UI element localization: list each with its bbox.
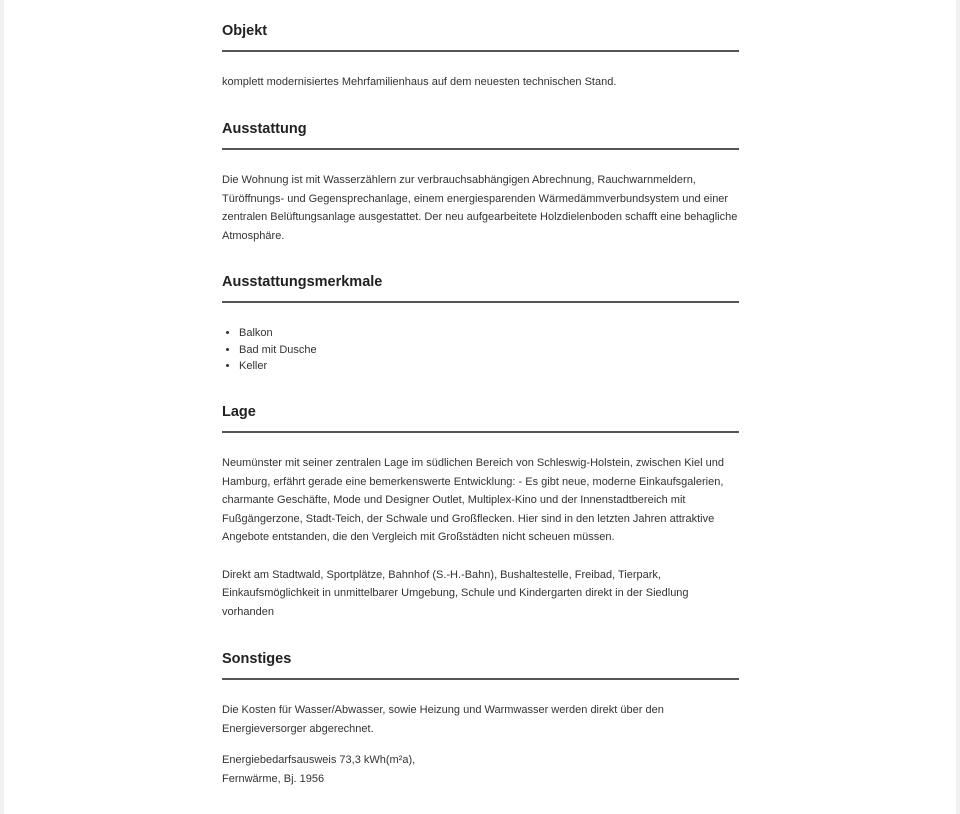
section-title-objekt: Objekt (222, 22, 739, 52)
section-title-sonstiges: Sonstiges (222, 650, 739, 680)
section-sonstiges (222, 650, 739, 788)
list-item: • Keller (239, 358, 739, 375)
energy-certificate-line: Energiebedarfsausweis 73,3 kWh(m²a), (222, 754, 416, 766)
section-title-ausstattung: Ausstattung (222, 120, 739, 150)
section-title-ausstattungsmerkmale: Ausstattungsmerkmale (222, 273, 739, 303)
heating-year-line: Fernwärme, Bj. 1956 (222, 772, 325, 785)
energy-info (222, 751, 739, 788)
page (4, 0, 956, 814)
list-item: • Balkon (239, 325, 739, 342)
section-lage (222, 403, 739, 621)
section-ausstattung (222, 120, 739, 245)
objekt-text: komplett modernisiertes Mehrfamilienhaus auf dem neuesten technischen Stand. (222, 76, 617, 88)
ausstattung-text: Die Wohnung ist mit Wasserzählern zur verbrauchsabhängigen Abrechnung, Rauchwarnmeldern, Türöffnungs- und Gegensprechanlage, einem energiesparenden Wärmedämmverbundsystem und einer zentralen Belüftungsanlage ausgestattet. Der neu aufgearbeitete Holzdielenboden schafft eine behagliche Atmosphäre. (222, 174, 738, 242)
section-title-lage: Lage (222, 403, 739, 433)
lage-text-2: Direkt am Stadtwald, Sportplätze, Bahnhof (S.-H.-Bahn), Bushaltestelle, Freibad, Tierpark, Einkaufsmöglichkeit in unmittelbarer Umgebung, Schule und Kindergarten direkt in der Siedlung vorhanden (222, 568, 689, 618)
section-objekt (222, 22, 739, 92)
list-item: • Bad mit Dusche (239, 342, 739, 359)
sonstiges-text-1: Die Kosten für Wasser/Abwasser, sowie Heizung und Warmwasser werden direkt über den Energieversorger abgerechnet. (222, 704, 664, 735)
lage-text-1: Neumünster mit seiner zentralen Lage im südlichen Bereich von Schleswig-Holstein, zwischen Kiel und Hamburg, erfährt gerade eine bemerkenswerte Entwicklung: - Es gibt neue, moderne Einkaufsgalerien, charmante Geschäfte, Mode und Designer Outlet, Multiplex-Kino und der Innenstadtbereich mit Fußgängerzone, Stadt-Teich, der Schwale und Großflecken. Hier sind in den letzten Jahren attraktive Angebote entstanden, die den Vergleich mit Großstädten nicht scheuen müssen. (222, 457, 724, 543)
section-ausstattungsmerkmale (222, 273, 739, 375)
features-list (222, 325, 739, 375)
